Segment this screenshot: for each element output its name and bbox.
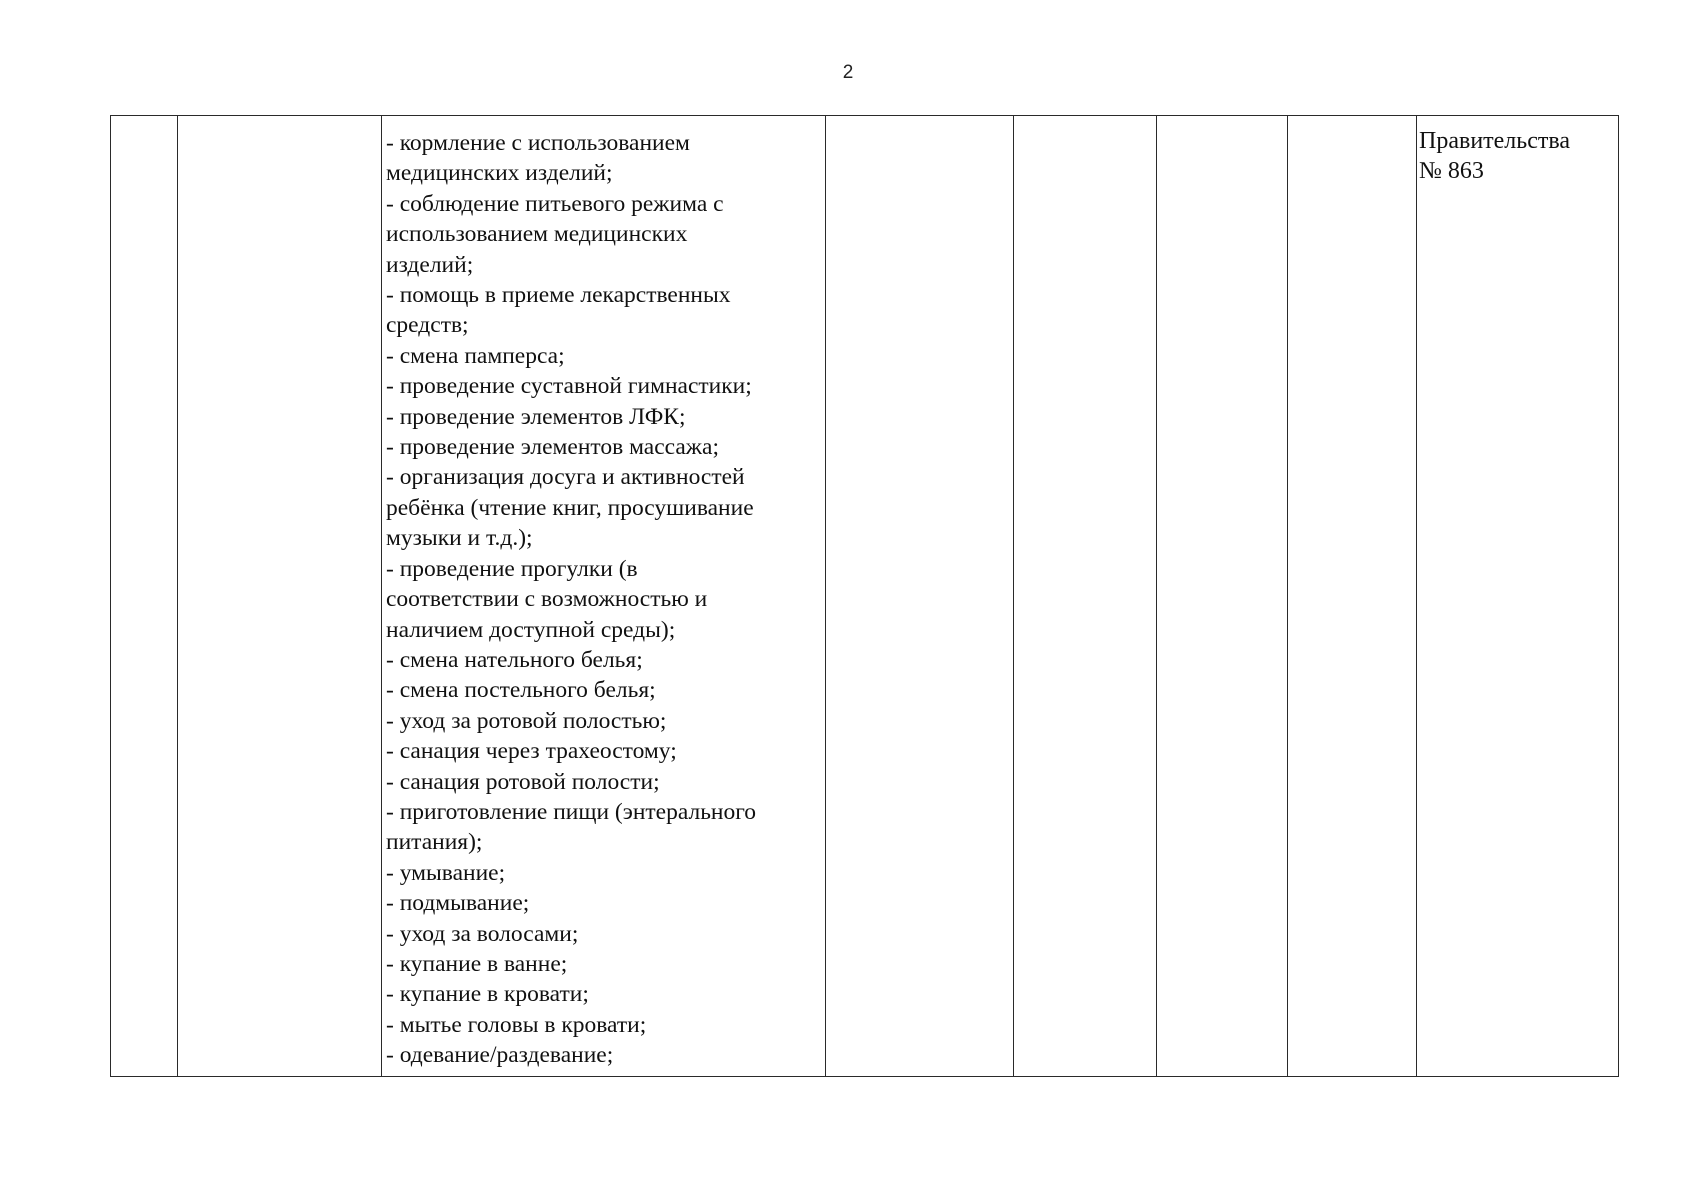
text-line: - организация досуга и активностей xyxy=(386,464,745,491)
text-line: - мытье головы в кровати; xyxy=(386,1011,647,1038)
text-line: средств; xyxy=(386,312,469,339)
text-line: - проведение прогулки (в xyxy=(386,555,638,582)
text-line: ребёнка (чтение книг, просушивание xyxy=(386,494,754,521)
text-line: - купание в кровати; xyxy=(386,981,589,1008)
text-line: - одевание/раздевание; xyxy=(386,1042,614,1069)
table-cell-reference xyxy=(1417,116,1619,1077)
table-cell-col5 xyxy=(1014,116,1157,1077)
text-line: - уход за ротовой полостью; xyxy=(386,707,667,734)
text-line: использованием медицинских xyxy=(386,221,688,248)
table-cell-col4 xyxy=(826,116,1014,1077)
services-list xyxy=(382,116,825,1071)
text-line: изделий; xyxy=(386,251,474,278)
text-line: - смена постельного белья; xyxy=(386,677,656,704)
text-line: музыки и т.д.); xyxy=(386,525,533,552)
table-cell-col7 xyxy=(1288,116,1417,1077)
text-line: - смена памперса; xyxy=(386,342,565,369)
text-line: - кормление с использованием xyxy=(386,130,690,156)
text-line: - уход за волосами; xyxy=(386,920,579,947)
text-line: - купание в ванне; xyxy=(386,950,568,977)
text-line: - помощь в приеме лекарственных xyxy=(386,282,731,309)
reference-text xyxy=(1417,116,1618,186)
text-line: - смена нательного белья; xyxy=(386,646,643,673)
text-line: соответствии с возможностью и xyxy=(386,586,708,613)
text-line: Правительства xyxy=(1419,128,1571,154)
table-cell-number xyxy=(111,116,178,1077)
text-line: - проведение суставной гимнастики; xyxy=(386,373,752,400)
document-table xyxy=(110,115,1619,1077)
text-line: - санация через трахеостому; xyxy=(386,738,677,765)
table-row xyxy=(111,116,1619,1077)
table-cell-col6 xyxy=(1157,116,1288,1077)
table-cell-services xyxy=(382,116,826,1077)
page-number: 2 xyxy=(842,62,854,83)
text-line: медицинских изделий; xyxy=(386,160,613,187)
text-line: № 863 xyxy=(1419,158,1484,184)
text-line: - умывание; xyxy=(386,859,506,886)
text-line: наличием доступной среды); xyxy=(386,616,676,643)
table-cell-name xyxy=(178,116,382,1077)
text-line: питания); xyxy=(386,829,483,856)
text-line: - проведение элементов ЛФК; xyxy=(386,403,686,430)
text-line: - соблюдение питьевого режима с xyxy=(386,190,724,217)
text-line: - проведение элементов массажа; xyxy=(386,434,719,461)
text-line: - приготовление пищи (энтерального xyxy=(386,798,757,825)
text-line: - санация ротовой полости; xyxy=(386,768,660,795)
text-line: - подмывание; xyxy=(386,890,530,917)
